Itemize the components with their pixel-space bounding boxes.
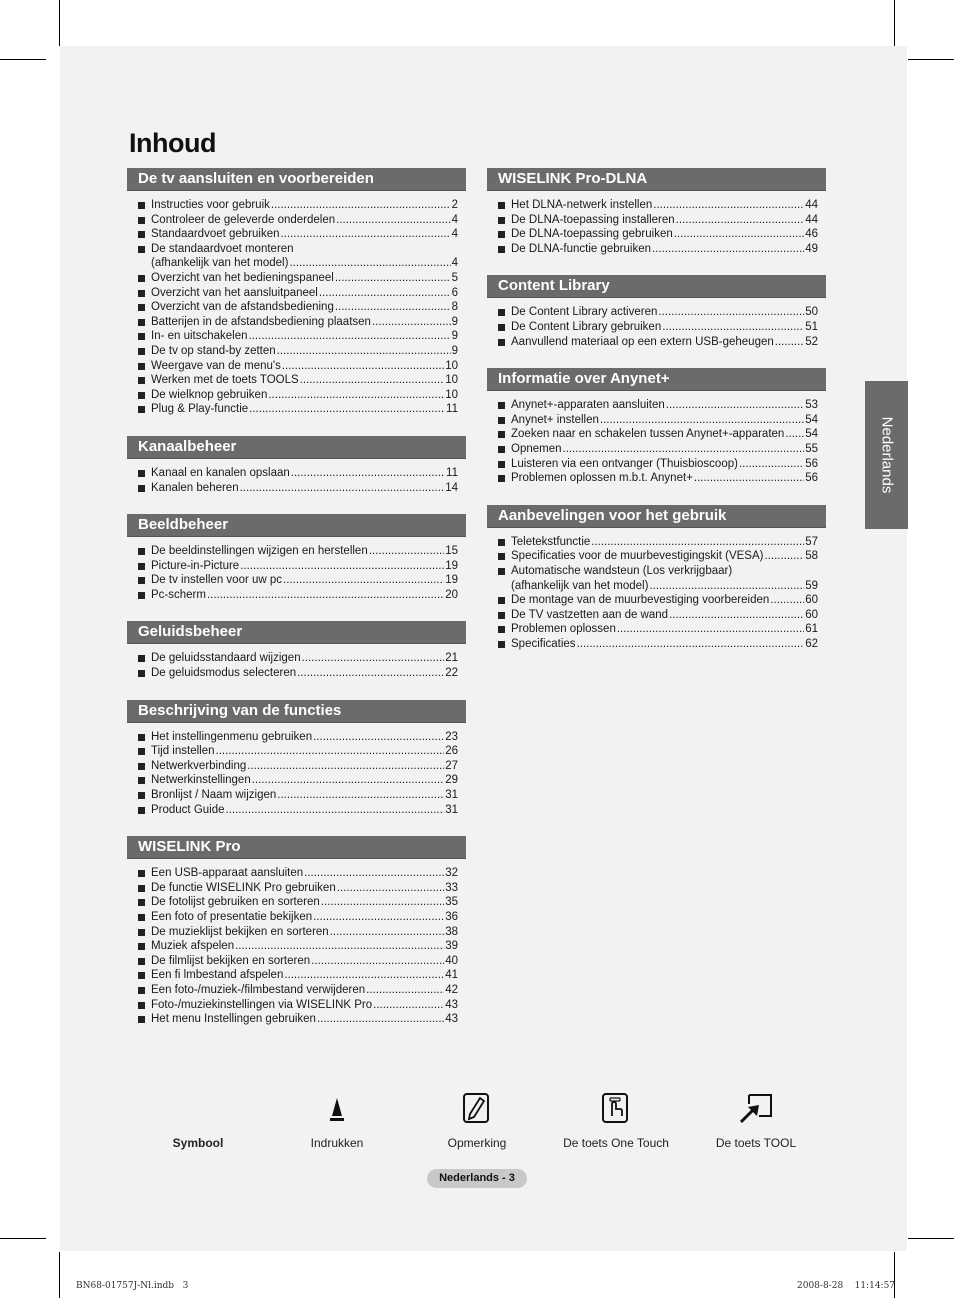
page-title: Inhoud [129, 128, 216, 158]
toc-entry[interactable] [127, 359, 466, 374]
toc-column-right [487, 168, 826, 651]
symbol-tool-label: De toets TOOL [715, 1136, 797, 1150]
toc-entry[interactable] [487, 637, 826, 652]
dot-leader [652, 242, 804, 257]
toc-entry-text: Instructies voor gebruik [151, 199, 270, 211]
toc-page-number: 41 [445, 969, 458, 982]
symbol-note-label: Opmerking [447, 1136, 507, 1150]
toc-entry-text: De geluidsmodus selecteren [151, 667, 297, 680]
crop-mark [59, 1252, 60, 1298]
toc-page-number: 50 [805, 306, 818, 319]
toc-page-number: 8 [451, 301, 458, 314]
toc-entry-text: Plug & Play-functie [151, 403, 249, 416]
toc-entry[interactable] [487, 549, 826, 564]
toc-entry[interactable] [127, 651, 466, 666]
toc-entry[interactable] [127, 881, 466, 896]
dot-leader [297, 666, 444, 681]
note-icon [437, 1088, 517, 1124]
dot-leader [313, 730, 444, 745]
toc-entry[interactable] [127, 925, 466, 940]
toc-entry[interactable] [127, 198, 466, 213]
toc-entry-text: Muziek afspelen [151, 940, 235, 953]
crop-mark [0, 59, 46, 60]
toc-page-number: 60 [805, 594, 818, 607]
toc-page-number: 44 [805, 213, 818, 226]
toc-entry[interactable] [127, 666, 466, 681]
toc-entry-text: Kanaal en kanalen opslaan [151, 466, 290, 479]
toc-entry[interactable] [127, 213, 466, 228]
toc-entry[interactable] [127, 910, 466, 925]
toc-entry-text: In- en uitschakelen [151, 330, 248, 343]
toc-entry-text: Problemen oplossen [511, 623, 616, 636]
toc-section [127, 836, 466, 1027]
toc-page-number: 61 [805, 623, 818, 636]
dot-leader [249, 329, 451, 344]
section-header: Beschrijving van de functies [127, 700, 466, 723]
dot-leader [669, 608, 804, 623]
symbol-heading-label: Symbool [172, 1136, 224, 1150]
toc-entry-text: Product Guide [151, 803, 225, 816]
toc-page-number: 4 [451, 257, 458, 270]
language-side-tab-label: Nederlands [878, 416, 895, 494]
print-slug-right: 2008-8-28 11:14:57 [797, 1281, 896, 1291]
toc-entry-text: Kanalen beheren [151, 481, 239, 494]
symbol-note [437, 1088, 517, 1150]
toc-list [127, 866, 466, 1027]
toc-entry-text: Specificaties [511, 637, 576, 650]
symbol-press-label: Indrukken [310, 1136, 364, 1150]
dot-leader [300, 373, 445, 388]
toc-entry-text: Overzicht van de afstandsbediening [151, 301, 334, 314]
dot-leader [268, 388, 444, 403]
toc-page-number: 35 [445, 896, 458, 909]
toc-entry[interactable] [487, 564, 826, 593]
toc-entry[interactable] [127, 286, 466, 301]
dot-leader [369, 544, 444, 559]
toc-page-number: 22 [445, 667, 458, 680]
toc-entry[interactable] [127, 998, 466, 1013]
toc-list [127, 466, 466, 495]
dot-leader [653, 198, 804, 213]
toc-entry[interactable] [127, 803, 466, 818]
toc-entry[interactable] [127, 1012, 466, 1027]
dot-leader [666, 398, 804, 413]
toc-entry[interactable] [127, 744, 466, 759]
toc-entry[interactable] [127, 481, 466, 496]
toc-page-number: 6 [451, 286, 458, 299]
toc-section [127, 700, 466, 818]
toc-entry[interactable] [127, 588, 466, 603]
toc-entry-text: Een foto of presentatie bekijken [151, 911, 313, 923]
toc-section [127, 621, 466, 680]
toc-list [127, 544, 466, 602]
toc-entry[interactable] [487, 227, 826, 242]
toc-page-number: 59 [805, 579, 818, 592]
toc-page-number: 49 [805, 242, 818, 255]
toc-list [127, 651, 466, 680]
toc-entry[interactable] [487, 622, 826, 637]
toc-entry-text: Het DLNA-netwerk instellen [511, 199, 653, 211]
section-header: Kanaalbeheer [127, 436, 466, 459]
toc-entry[interactable] [127, 544, 466, 559]
toc-entry[interactable] [127, 227, 466, 242]
toc-page-number: 29 [445, 774, 458, 787]
toc-page-number: 23 [445, 730, 458, 743]
toc-list [487, 305, 826, 349]
toc-page-number: 32 [445, 867, 458, 880]
section-header: Informatie over Anynet+ [487, 368, 826, 391]
toc-entry-text: Netwerkinstellingen [151, 774, 251, 787]
toc-entry-text: De standaardvoet monteren [151, 242, 294, 255]
dot-leader [676, 213, 805, 228]
crop-mark [908, 1238, 954, 1239]
toc-list [127, 198, 466, 417]
toc-page-number: 51 [805, 320, 818, 333]
toc-page-number: 19 [445, 559, 458, 572]
toc-entry[interactable] [127, 344, 466, 359]
dot-leader [284, 968, 444, 983]
dot-leader [235, 939, 444, 954]
toc-page-number: 39 [445, 940, 458, 953]
toc-page-number: 10 [445, 359, 458, 372]
toc-entry-text-continued: (afhankelijk van het model) [511, 579, 649, 592]
toc-page-number: 21 [445, 652, 458, 665]
dot-leader [302, 651, 445, 666]
section-header: Aanbevelingen voor het gebruik [487, 505, 826, 528]
dot-leader [313, 910, 444, 925]
toc-page-number: 27 [445, 759, 458, 772]
dot-leader [662, 320, 804, 335]
toc-page-number: 11 [446, 403, 458, 416]
dot-leader [658, 305, 804, 320]
toc-entry-text: Specificaties voor de muurbevestigingskit (VESA) [511, 550, 764, 563]
toc-entry[interactable] [127, 866, 466, 881]
dot-leader [649, 579, 804, 594]
toc-page-number: 43 [445, 998, 458, 1011]
toc-entry-text: De montage van de muurbevestiging voorbereiden [511, 594, 770, 607]
toc-entry-text: De functie WISELINK Pro gebruiken [151, 881, 336, 894]
dot-leader [240, 559, 444, 574]
toc-page-number: 10 [445, 388, 458, 401]
section-header: Content Library [487, 275, 826, 298]
toc-page-number: 9 [451, 330, 458, 343]
toc-list [487, 198, 826, 256]
toc-page-number: 4 [451, 213, 458, 226]
toc-entry[interactable] [487, 198, 826, 213]
toc-entry-text: Het instellingenmenu gebruiken [151, 730, 313, 743]
toc-entry[interactable] [487, 535, 826, 550]
toc-entry-text: Batterijen in de afstandsbediening plaatsen [151, 315, 371, 328]
toc-entry-text: De tv instellen voor uw pc [151, 574, 283, 587]
dot-leader [247, 759, 444, 774]
toc-entry[interactable] [487, 457, 826, 472]
toc-entry-text: De TV vastzetten aan de wand [511, 608, 669, 621]
toc-entry-text-continued: (afhankelijk van het model) [151, 257, 289, 270]
symbol-one-touch-label: De toets One Touch [563, 1136, 669, 1150]
dot-leader [281, 227, 451, 242]
toc-page-number: 44 [805, 199, 818, 211]
dot-leader [764, 549, 804, 564]
dot-leader [600, 413, 804, 428]
toc-page-number: 36 [445, 911, 458, 923]
dot-leader [617, 622, 804, 637]
toc-page-number: 14 [445, 481, 458, 494]
dot-leader [336, 213, 450, 228]
toc-page-number: 56 [805, 457, 818, 470]
dot-leader [216, 744, 445, 759]
dot-leader [591, 535, 804, 550]
toc-entry-text: De muzieklijst bekijken en sorteren [151, 925, 329, 938]
dot-leader [304, 866, 444, 881]
toc-page-number: 31 [445, 803, 458, 816]
section-header: WISELINK Pro [127, 836, 466, 859]
page-number-badge: Nederlands - 3 [427, 1169, 527, 1188]
crop-mark [59, 0, 60, 46]
toc-page-number: 9 [451, 344, 458, 357]
toc-page-number: 46 [805, 228, 818, 241]
toc-section [487, 505, 826, 652]
toc-entry[interactable] [127, 759, 466, 774]
toc-entry-text: De fotolijst gebruiken en sorteren [151, 896, 320, 909]
toc-page-number: 15 [445, 545, 458, 558]
dot-leader [337, 881, 444, 896]
dot-leader [372, 315, 451, 330]
toc-page-number: 5 [451, 271, 458, 284]
toc-page-number: 56 [805, 472, 818, 485]
dot-leader [330, 925, 445, 940]
toc-page-number: 42 [445, 983, 458, 996]
crop-mark [908, 59, 954, 60]
toc-page-number: 11 [446, 466, 458, 479]
section-header: Beeldbeheer [127, 514, 466, 537]
toc-entry[interactable] [127, 773, 466, 788]
toc-entry[interactable] [487, 427, 826, 442]
symbol-press [297, 1088, 377, 1150]
toc-entry-text: Automatische wandsteun (Los verkrijgbaar) [511, 564, 733, 577]
dot-leader [311, 954, 444, 969]
toc-entry[interactable] [127, 983, 466, 998]
toc-entry-text: Een USB-apparaat aansluiten [151, 867, 304, 880]
dot-leader [335, 271, 451, 286]
toc-entry[interactable] [127, 895, 466, 910]
toc-entry[interactable] [487, 305, 826, 320]
section-header: De tv aansluiten en voorbereiden [127, 168, 466, 191]
toc-entry-text: Een foto-/muziek-/filmbestand verwijderen [151, 983, 366, 996]
toc-page-number: 26 [445, 745, 458, 758]
toc-section [487, 275, 826, 349]
toc-entry-text: Een fi lmbestand afspelen [151, 969, 284, 982]
toc-entry[interactable] [127, 954, 466, 969]
toc-page-number: 40 [445, 954, 458, 967]
toc-entry-text: Controleer de geleverde onderdelen [151, 213, 336, 226]
dot-leader [577, 637, 805, 652]
dot-leader [271, 198, 451, 213]
toc-page-number: 9 [451, 315, 458, 328]
toc-entry[interactable] [127, 968, 466, 983]
toc-entry[interactable] [127, 388, 466, 403]
dot-leader [240, 481, 445, 496]
dot-leader [291, 466, 445, 481]
toc-entry-text: De DLNA-functie gebruiken [511, 242, 651, 255]
dot-leader [373, 998, 444, 1013]
toc-column-left [127, 168, 466, 1027]
toc-entry-text: Overzicht van het bedieningspaneel [151, 271, 334, 284]
dot-leader [674, 227, 804, 242]
toc-list [127, 730, 466, 818]
toc-entry-text: Pc-scherm [151, 588, 206, 601]
toc-entry-text: Luisteren via een ontvanger (Thuisbioscoop) [511, 457, 738, 470]
toc-page-number: 10 [445, 374, 458, 387]
toc-entry-text: Foto-/muziekinstellingen via WISELINK Pro [151, 998, 373, 1011]
section-header: WISELINK Pro-DLNA [487, 168, 826, 191]
toc-entry[interactable] [127, 788, 466, 803]
toc-entry-text: Problemen oplossen m.b.t. Anynet+ [511, 472, 693, 485]
crop-mark [0, 1238, 46, 1239]
toc-entry-text: Netwerkverbinding [151, 759, 247, 772]
toc-page-number: 54 [805, 413, 818, 426]
language-side-tab [865, 381, 908, 529]
toc-page-number: 33 [445, 881, 458, 894]
dot-leader [249, 402, 445, 417]
dot-leader [785, 427, 804, 442]
dot-leader [694, 471, 804, 486]
dot-leader [335, 300, 451, 315]
toc-entry-text: De DLNA-toepassing gebruiken [511, 228, 673, 241]
toc-entry[interactable] [487, 608, 826, 623]
tool-icon [706, 1088, 806, 1124]
toc-entry-text: Opnemen [511, 442, 562, 455]
toc-entry-text: Overzicht van het aansluitpaneel [151, 286, 318, 299]
toc-section [487, 168, 826, 256]
dot-leader [321, 895, 444, 910]
toc-entry[interactable] [127, 466, 466, 481]
toc-entry-text: Bronlijst / Naam wijzigen [151, 789, 277, 802]
toc-entry-text: Anynet+-apparaten aansluiten [511, 399, 665, 412]
toc-entry[interactable] [127, 373, 466, 388]
symbol-one-touch [561, 1088, 671, 1150]
toc-page-number: 58 [805, 550, 818, 563]
dot-leader [563, 442, 805, 457]
toc-entry[interactable] [127, 329, 466, 344]
toc-page-number: 52 [805, 335, 818, 348]
toc-page-number: 31 [445, 789, 458, 802]
toc-page-number: 4 [451, 228, 458, 241]
toc-page-number: 38 [445, 925, 458, 938]
toc-entry[interactable] [127, 315, 466, 330]
dot-leader [277, 344, 451, 359]
toc-entry[interactable] [487, 335, 826, 350]
toc-entry-text: De DLNA-toepassing installeren [511, 213, 675, 226]
crop-mark [894, 0, 895, 46]
toc-entry[interactable] [487, 442, 826, 457]
toc-entry[interactable] [487, 593, 826, 608]
toc-entry[interactable] [487, 413, 826, 428]
toc-section [127, 436, 466, 495]
symbol-heading [158, 1088, 238, 1150]
symbol-tool [706, 1088, 806, 1150]
toc-entry-text: De Content Library activeren [511, 306, 658, 319]
toc-entry-text: De tv op stand-by zetten [151, 344, 276, 357]
toc-entry[interactable] [487, 242, 826, 257]
toc-entry[interactable] [127, 271, 466, 286]
toc-entry-text: De wielknop gebruiken [151, 388, 268, 401]
toc-entry-text: Het menu Instellingen gebruiken [151, 1013, 316, 1026]
toc-list [487, 535, 826, 652]
toc-entry-text: De filmlijst bekijken en sorteren [151, 954, 311, 967]
toc-entry-text: De Content Library gebruiken [511, 320, 662, 333]
toc-entry[interactable] [487, 471, 826, 486]
dot-leader [252, 773, 444, 788]
toc-page-number: 20 [445, 588, 458, 601]
dot-leader [775, 335, 804, 350]
section-header: Geluidsbeheer [127, 621, 466, 644]
toc-entry-text: Weergave van de menu's [151, 359, 281, 372]
toc-entry[interactable] [127, 730, 466, 745]
dot-leader [739, 457, 804, 472]
toc-entry-text: Picture-in-Picture [151, 559, 240, 572]
toc-entry-text: De geluidsstandaard wijzigen [151, 652, 301, 665]
dot-leader [226, 803, 445, 818]
dot-leader [283, 573, 444, 588]
toc-page-number: 55 [805, 442, 818, 455]
dot-leader [282, 359, 444, 374]
toc-entry-text: De beeldinstellingen wijzigen en herstellen [151, 545, 368, 558]
toc-entry[interactable] [127, 939, 466, 954]
dot-leader [366, 983, 444, 998]
press-icon [297, 1088, 377, 1124]
toc-entry[interactable] [487, 398, 826, 413]
toc-entry-text: Anynet+ instellen [511, 413, 599, 426]
toc-entry[interactable] [127, 300, 466, 315]
toc-entry[interactable] [487, 320, 826, 335]
one-touch-icon [561, 1088, 671, 1124]
toc-entry-text: Aanvullend materiaal op een extern USB-geheugen [511, 335, 774, 348]
toc-list [487, 398, 826, 486]
toc-entry[interactable] [127, 559, 466, 574]
toc-section [127, 514, 466, 602]
toc-section [127, 168, 466, 417]
toc-entry-text: Standaardvoet gebruiken [151, 228, 280, 241]
toc-entry[interactable] [127, 402, 466, 417]
toc-page-number: 53 [805, 399, 818, 412]
toc-entry-text: Teletekstfunctie [511, 535, 591, 548]
toc-entry-text: Werken met de toets TOOLS [151, 374, 299, 387]
toc-page-number: 19 [445, 574, 458, 587]
toc-section [487, 368, 826, 486]
toc-entry[interactable] [127, 242, 466, 271]
crop-mark [894, 1252, 895, 1298]
dot-leader [319, 286, 451, 301]
dot-leader [770, 593, 804, 608]
toc-entry-text: Zoeken naar en schakelen tussen Anynet+-apparaten [511, 428, 785, 441]
toc-entry[interactable] [127, 573, 466, 588]
toc-page-number: 54 [805, 428, 818, 441]
dot-leader [277, 788, 444, 803]
toc-page-number: 57 [805, 535, 818, 548]
toc-page-number: 60 [805, 608, 818, 621]
toc-page-number: 62 [805, 637, 818, 650]
dot-leader [317, 1012, 444, 1027]
dot-leader [289, 256, 450, 271]
dot-leader [207, 588, 444, 603]
toc-entry-text: Tijd instellen [151, 745, 215, 758]
print-slug-left: BN68-01757J-Nl.indb 3 [76, 1281, 189, 1291]
toc-page-number: 43 [445, 1013, 458, 1026]
toc-entry[interactable] [487, 213, 826, 228]
toc-page-number: 2 [451, 199, 458, 211]
